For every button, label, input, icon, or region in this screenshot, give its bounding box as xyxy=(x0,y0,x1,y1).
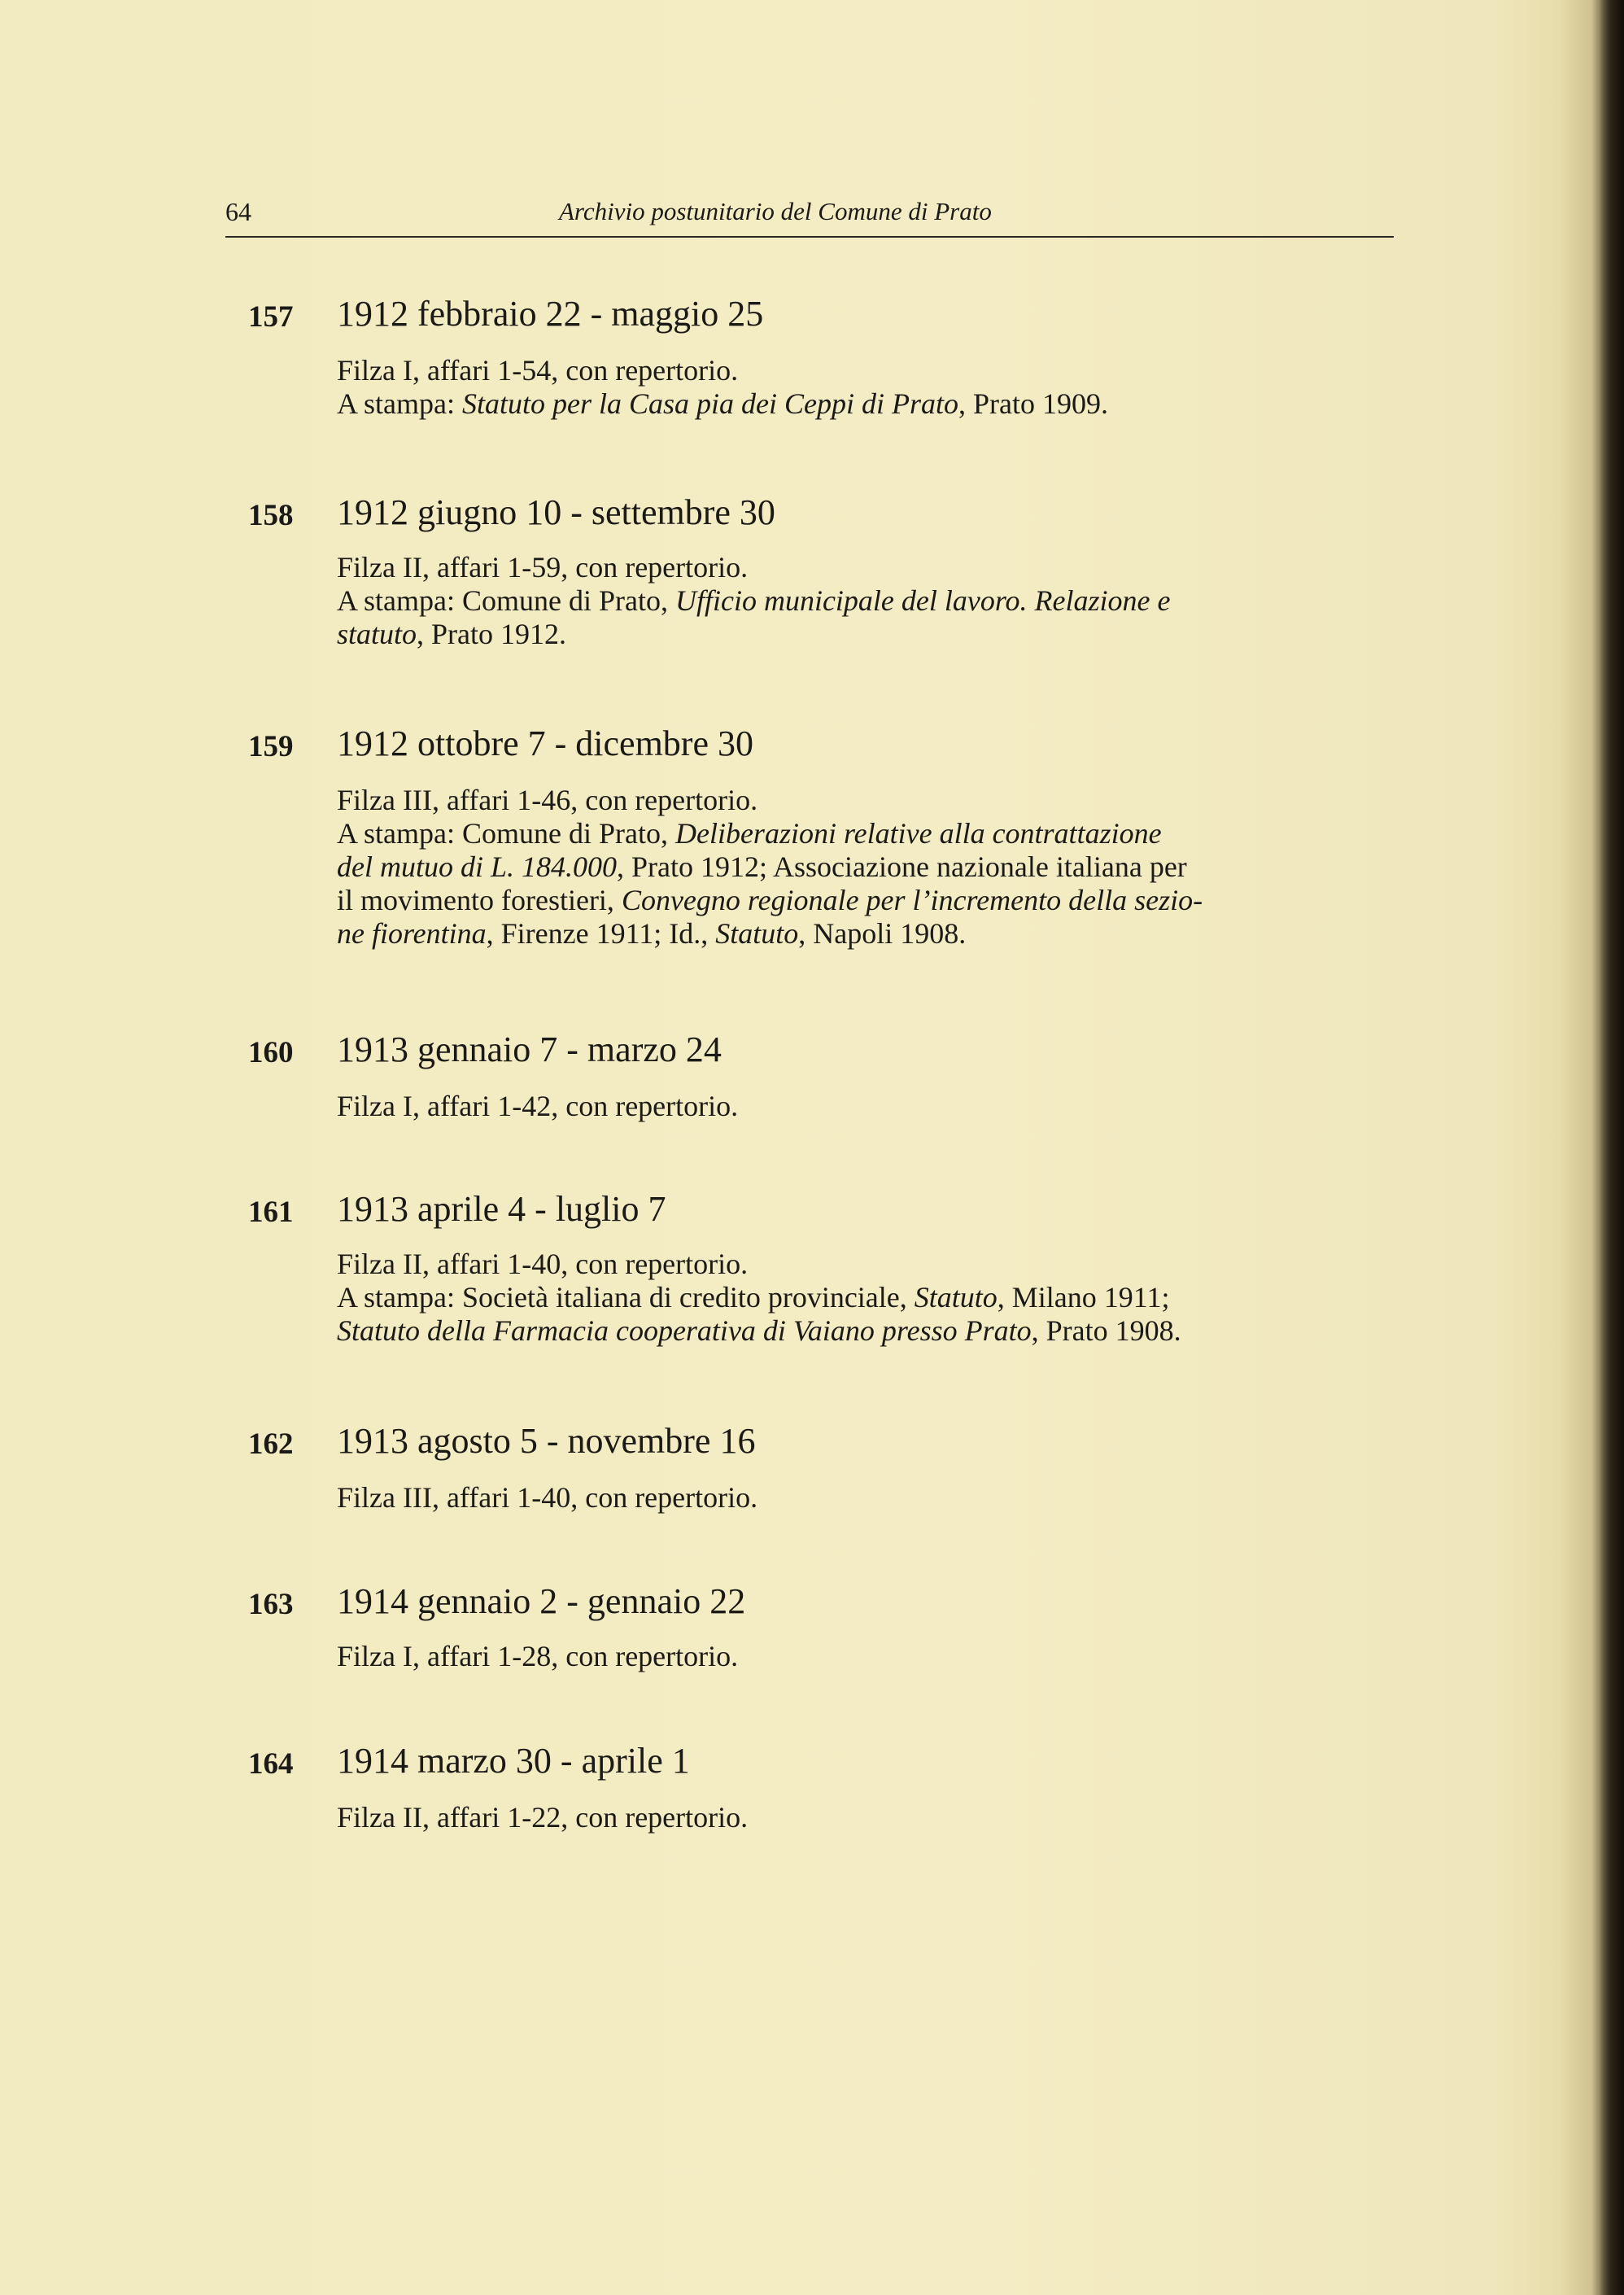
entry-body xyxy=(337,1090,1395,1123)
text-run: Filza III, affari 1-46, con repertorio. xyxy=(337,784,758,816)
text-run: , Prato 1908. xyxy=(1031,1314,1181,1347)
entry-text-line xyxy=(337,917,1395,951)
text-run: A stampa: xyxy=(337,387,462,420)
text-run: il movimento forestieri, xyxy=(337,884,622,916)
entry-text-line xyxy=(337,1314,1395,1348)
entry-text-line xyxy=(337,817,1395,850)
entry-body xyxy=(337,1801,1395,1834)
text-run: , Prato 1909. xyxy=(958,387,1108,420)
entry-body xyxy=(337,784,1395,951)
italic-title-run: Statuto xyxy=(715,917,799,950)
entry-text-line xyxy=(337,1801,1395,1834)
text-run: Filza II, affari 1-59, con repertorio. xyxy=(337,551,749,584)
italic-title-run: Statuto per la Casa pia dei Ceppi di Prato xyxy=(461,387,958,420)
text-run: Filza II, affari 1-40, con repertorio. xyxy=(337,1248,749,1280)
entry-body xyxy=(337,1248,1395,1348)
entry-body xyxy=(337,551,1395,651)
italic-title-run: Statuto xyxy=(914,1281,998,1314)
entry-date: 1913 agosto 5 - novembre 16 xyxy=(337,1421,756,1461)
text-run: , Prato 1912; Associazione nazionale italiana per xyxy=(617,850,1187,883)
text-run: Filza I, affari 1-42, con repertorio. xyxy=(337,1090,739,1122)
entry-date: 1914 gennaio 2 - gennaio 22 xyxy=(337,1581,746,1621)
entry-text-line xyxy=(337,1248,1395,1281)
entry-date: 1913 aprile 4 - luglio 7 xyxy=(337,1189,666,1229)
entry-text-line xyxy=(337,1481,1395,1515)
text-run: A stampa: Comune di Prato, xyxy=(337,817,675,850)
entry-date: 1914 marzo 30 - aprile 1 xyxy=(337,1741,690,1781)
italic-title-run: del mutuo di L. 184.000 xyxy=(337,850,618,883)
entry-date: 1912 febbraio 22 - maggio 25 xyxy=(337,294,764,334)
entry-text-line xyxy=(337,1640,1395,1673)
entry-text-line xyxy=(337,551,1395,584)
entry-text-line xyxy=(337,884,1395,917)
entry-number: 160 xyxy=(248,1036,294,1069)
italic-title-run: statuto xyxy=(337,618,417,650)
entry-number: 159 xyxy=(248,730,294,763)
entry-number: 161 xyxy=(248,1196,294,1229)
entry-text-line xyxy=(337,784,1395,817)
text-run: Filza I, affari 1-54, con repertorio. xyxy=(337,354,739,387)
entry-number: 157 xyxy=(248,300,294,334)
entry-body xyxy=(337,354,1395,421)
book-spine-shadow xyxy=(1600,0,1624,2295)
entry-text-line xyxy=(337,850,1395,884)
text-run: , Napoli 1908. xyxy=(798,917,967,950)
entry-number: 162 xyxy=(248,1427,294,1461)
entry-date: 1913 gennaio 7 - marzo 24 xyxy=(337,1029,722,1069)
entry-text-line xyxy=(337,584,1395,618)
entry-body xyxy=(337,1481,1395,1515)
text-run: , Prato 1912. xyxy=(417,618,567,650)
text-run: , Firenze 1911; Id., xyxy=(486,917,716,950)
entry-text-line xyxy=(337,1281,1395,1314)
italic-title-run: Deliberazioni relative alla contrattazione xyxy=(674,817,1162,850)
text-run: Filza II, affari 1-22, con repertorio. xyxy=(337,1801,749,1834)
entry-text-line xyxy=(337,354,1395,387)
entry-number: 163 xyxy=(248,1588,294,1621)
text-run: Filza I, affari 1-28, con repertorio. xyxy=(337,1640,739,1672)
entry-date: 1912 ottobre 7 - dicembre 30 xyxy=(337,723,753,763)
text-run: Filza III, affari 1-40, con repertorio. xyxy=(337,1481,758,1514)
entry-body xyxy=(337,1640,1395,1673)
running-head: Archivio postunitario del Comune di Prato xyxy=(559,197,992,225)
entry-number: 164 xyxy=(248,1747,294,1781)
page-header xyxy=(225,195,1394,238)
italic-title-run: ne fiorentina xyxy=(337,917,487,950)
italic-title-run: Statuto della Farmacia cooperativa di Vaiano presso Prato xyxy=(337,1314,1032,1347)
entry-text-line xyxy=(337,618,1395,651)
entry-text-line xyxy=(337,1090,1395,1123)
text-run: A stampa: Società italiana di credito provinciale, xyxy=(337,1281,915,1314)
italic-title-run: Ufficio municipale del lavoro. Relazione e xyxy=(674,584,1171,617)
page-number: 64 xyxy=(225,197,251,226)
italic-title-run: Convegno regionale per l’incremento della sezio- xyxy=(621,884,1203,916)
entry-text-line xyxy=(337,387,1395,421)
entry-number: 158 xyxy=(248,499,294,532)
entry-date: 1912 giugno 10 - settembre 30 xyxy=(337,492,775,532)
text-run: , Milano 1911; xyxy=(997,1281,1170,1314)
text-run: A stampa: Comune di Prato, xyxy=(337,584,675,617)
